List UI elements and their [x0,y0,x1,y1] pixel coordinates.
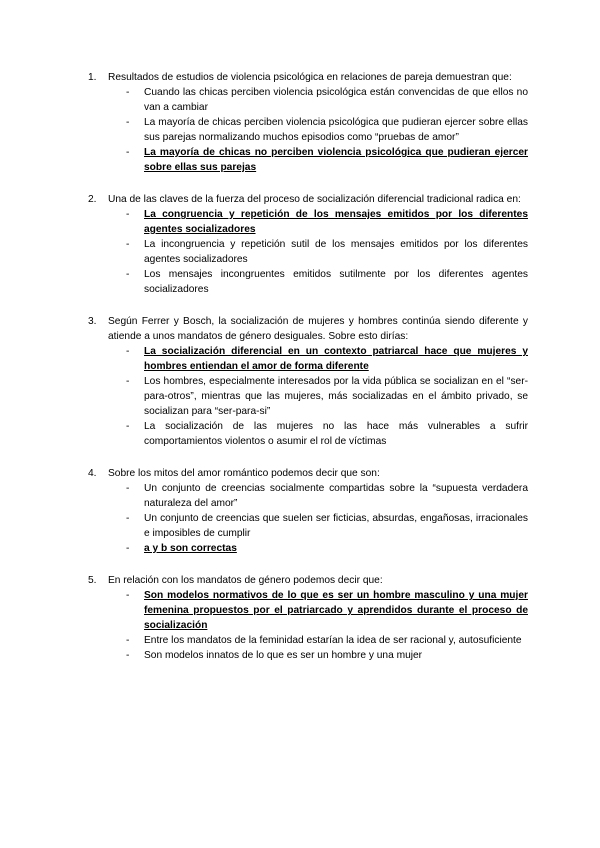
question-number: 3. [88,316,97,327]
dash-bullet: - [126,117,130,128]
correct-option-text: a y b son correctas [144,543,237,554]
option-item [126,511,528,541]
option-item [126,648,528,663]
dash-bullet: - [126,513,130,524]
correct-option-text: Son modelos normativos de lo que es ser un hombre masculino y una mujer femenina propuestos por el patriarcado y aprendidos durante el proceso de socialización [144,590,528,631]
dash-bullet: - [126,239,130,250]
question-text: Según Ferrer y Bosch, la socialización de mujeres y hombres continúa siendo diferente y atiende a unos mandatos de género desiguales. Sobre esto dirías: [108,316,528,342]
option-item-correct [126,207,528,237]
option-item [126,481,528,511]
option-item-correct [126,541,528,556]
question-number: 5. [88,575,97,586]
question-number: 1. [88,72,97,83]
dash-bullet: - [126,650,130,661]
option-text: Un conjunto de creencias socialmente compartidas sobre la “supuesta verdadera naturaleza del amor” [144,483,528,509]
question-item [88,314,528,449]
option-text: Son modelos innatos de lo que es ser un hombre y una mujer [144,650,423,661]
option-list [108,481,528,556]
dash-bullet: - [126,147,130,158]
option-item-correct [126,145,528,175]
option-item [126,237,528,267]
question-item [88,70,528,175]
option-list [108,85,528,175]
option-item [126,85,528,115]
dash-bullet: - [126,209,130,220]
option-item-correct [126,588,528,633]
question-number: 4. [88,468,97,479]
option-text: Un conjunto de creencias que suelen ser ficticias, absurdas, engañosas, irracionales e imposibles de cumplir [144,513,528,539]
question-item [88,466,528,556]
option-text: Los hombres, especialmente interesados por la vida pública se socializan en el “ser-para-otros”, mientras que las mujeres, más socializadas en el ámbito privado, se socializan para “ser-para-si” [144,376,528,417]
dash-bullet: - [126,269,130,280]
option-text: Entre los mandatos de la feminidad estarían la idea de ser racional y, autosuficiente [144,635,522,646]
option-text: Los mensajes incongruentes emitidos sutilmente por los diferentes agentes socializadores [144,269,528,295]
question-text: Una de las claves de la fuerza del proceso de socialización diferencial tradicional radica en: [108,194,521,205]
dash-bullet: - [126,421,130,432]
option-list [108,588,528,663]
option-list [108,344,528,449]
dash-bullet: - [126,590,130,601]
option-item [126,267,528,297]
correct-option-text: La congruencia y repetición de los mensajes emitidos por los diferentes agentes socializadores [144,209,528,235]
option-item-correct [126,344,528,374]
dash-bullet: - [126,483,130,494]
option-text: La incongruencia y repetición sutil de los mensajes emitidos por los diferentes agentes socializadores [144,239,528,265]
dash-bullet: - [126,87,130,98]
option-text: La socialización de las mujeres no las hace más vulnerables a sufrir comportamientos violentos o asumir el rol de víctimas [144,421,528,447]
dash-bullet: - [126,635,130,646]
option-item [126,115,528,145]
option-item [126,419,528,449]
option-item [126,374,528,419]
correct-option-text: La socialización diferencial en un contexto patriarcal hace que mujeres y hombres entiendan el amor de forma diferente [144,346,528,372]
dash-bullet: - [126,543,130,554]
question-item [88,192,528,297]
correct-option-text: La mayoría de chicas no perciben violencia psicológica que pudieran ejercer sobre ellas sus parejas [144,147,528,173]
question-text: En relación con los mandatos de género podemos decir que: [108,575,383,586]
question-list [88,70,528,680]
dash-bullet: - [126,376,130,387]
option-text: La mayoría de chicas perciben violencia psicológica que pudieran ejercer sobre ellas sus parejas normalizando muchos episodios como “pruebas de amor” [144,117,528,143]
question-text: Resultados de estudios de violencia psicológica en relaciones de pareja demuestran que: [108,72,512,83]
question-text: Sobre los mitos del amor romántico podemos decir que son: [108,468,380,479]
question-item [88,573,528,663]
dash-bullet: - [126,346,130,357]
question-number: 2. [88,194,97,205]
option-list [108,207,528,297]
option-item [126,633,528,648]
option-text: Cuando las chicas perciben violencia psicológica están convencidas de que ellos no van a cambiar [144,87,528,113]
